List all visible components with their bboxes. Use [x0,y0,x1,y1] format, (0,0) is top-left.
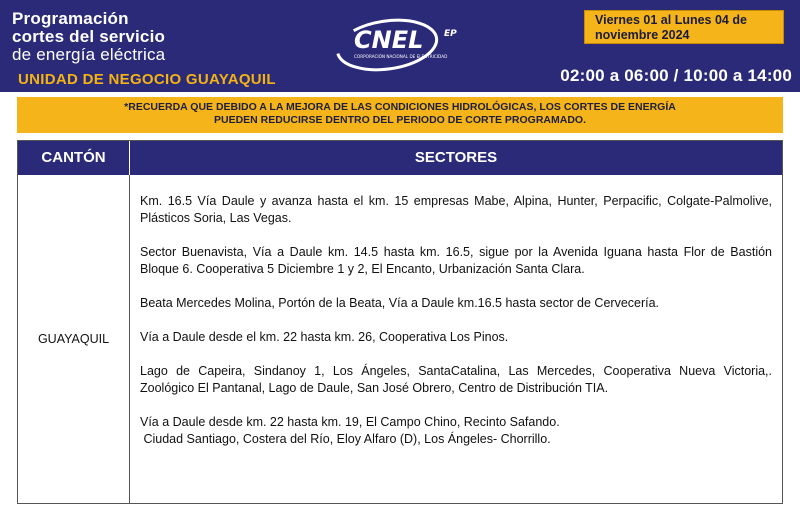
sector-item [140,244,772,278]
date-line: Viernes 01 al Lunes 04 de [595,13,747,27]
logo-brand: CNEL [354,26,424,54]
column-divider [129,175,130,503]
page-title [12,10,165,64]
cnel-logo [332,14,482,76]
table-header [18,141,782,175]
time-range: 02:00 a 06:00 / 10:00 a 14:00 [560,66,792,85]
logo-subtitle: CORPORACIÓN NACIONAL DE ELECTRICIDAD [354,54,448,59]
title-line: de energía eléctrica [12,45,166,64]
sector-item [140,193,772,227]
sector-text: Km. 16.5 Vía Daule y avanza hasta el km. 15 empresas Mabe, Alpina, Hunter, Perpacific, Colgate-Palmolive, Plásticos Soria, Las Vegas. [140,194,772,225]
title-line: Programación [12,9,129,28]
outage-table [17,140,783,504]
sector-item [140,363,772,397]
notice-line: *RECUERDA QUE DEBIDO A LA MEJORA DE LAS CONDICIONES HIDROLÓGICAS, LOS CORTES DE ENERGÍA [124,101,676,113]
sector-text: Vía a Daule desde el km. 22 hasta km. 26, Cooperativa Los Pinos. [140,330,509,344]
sector-item [140,295,772,312]
notice-line: PUEDEN REDUCIRSE DENTRO DEL PERIODO DE CORTE PROGRAMADO. [213,114,586,126]
sector-text: Sector Buenavista, Vía a Daule km. 14.5 hasta km. 16.5, sigue por la Avenida Iguana hasta Flor de Bastión Bloque 6. Cooperativa 5 Diciembre 1 y 2, El Encanto, Urbanización Santa Clara. [140,245,772,276]
canton-cell: GUAYAQUIL [37,332,110,346]
date-range-box [584,10,784,44]
business-unit-name: UNIDAD DE NEGOCIO GUAYAQUIL [18,71,276,88]
sector-item [140,414,772,448]
header-banner [0,0,800,92]
column-header-sectores: SECTORES [129,141,782,175]
notice-banner [17,97,783,133]
logo-suffix: EP [444,29,457,39]
sector-item [140,329,772,346]
sector-text: Vía a Daule desde km. 22 hasta km. 19, El Campo Chino, Recinto Safando. [140,415,560,429]
column-header-canton: CANTÓN [41,149,106,166]
sector-text: Beata Mercedes Molina, Portón de la Beata, Vía a Daule km.16.5 hasta sector de Cervecería. [140,296,660,310]
sectors-cell [140,193,772,465]
sector-text: Ciudad Santiago, Costera del Río, Eloy Alfaro (D), Los Ángeles- Chorrillo. [140,432,551,446]
date-line: noviembre 2024 [595,28,690,42]
title-line: cortes del servicio [12,27,166,46]
sector-text: Lago de Capeira, Sindanoy 1, Los Ángeles, SantaCatalina, Las Mercedes, Cooperativa Nueva Victoria,. Zoológico El Pantanal, Lago de Daule, San José Obrero, Centro de Distribución TIA. [140,364,772,395]
